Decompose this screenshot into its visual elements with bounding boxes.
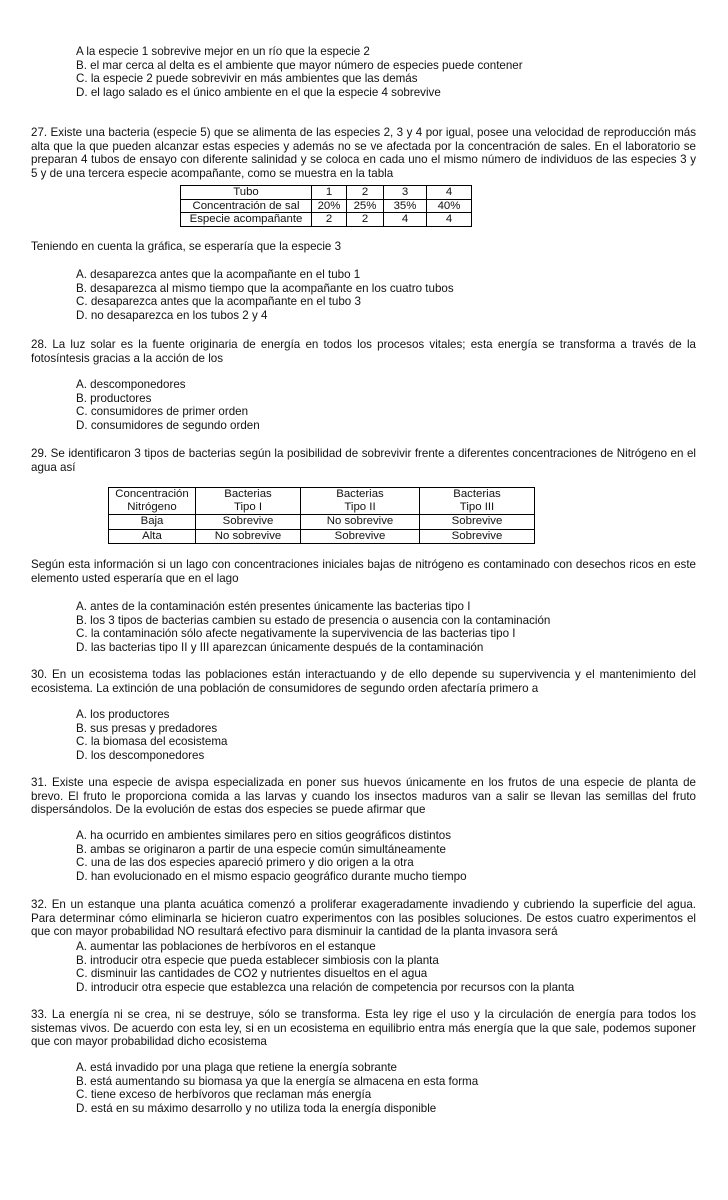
q27-table-row <box>181 186 472 200</box>
q27-cell: 35% <box>384 199 427 213</box>
q29-table-row <box>109 529 535 543</box>
q27-cell: 2 <box>347 186 384 200</box>
q29-table <box>108 487 535 544</box>
q27-text: 27. Existe una bacteria (especie 5) que se alimenta de las especies 2, 3 y 4 por igual, posee una velocidad de reproducción más alta que la que pueden alcanzar estas especies y además no se ve afectada por la concentración de sales. En el laboratorio se preparan 4 tubos de ensayo con diferente salinidad y se coloca en cada uno el mismo número de individuos de las especies 3 y 5 y de una tercera especie acompañante, como se muestra en la tabla <box>31 126 696 180</box>
q27-options <box>76 268 706 322</box>
q29-header-cell <box>196 488 301 515</box>
q27-option-c: C. desaparezca antes que la acompañante en el tubo 3 <box>76 295 361 309</box>
q29-question <box>31 447 696 474</box>
q32-question <box>31 898 696 939</box>
q29-cell: Sobrevive <box>420 529 535 543</box>
q31-option-b: B. ambas se originaron a partir de una especie común simultáneamente <box>76 842 446 856</box>
q29-header-cell <box>420 488 535 515</box>
q27-cell: 4 <box>427 213 472 227</box>
q27-stem: Teniendo en cuenta la gráfica, se esperaría que la especie 3 <box>31 240 342 253</box>
q27-option-d: D. no desaparezca en los tubos 2 y 4 <box>76 308 268 322</box>
q26-option-d: D. el lago salado es el único ambiente en el que la especie 4 sobrevive <box>76 85 441 99</box>
q27-cell: Tubo <box>181 186 312 200</box>
q28-text: 28. La luz solar es la fuente originaria de energía en todos los procesos vitales; esta energía se transforma a través de la fotosíntesis gracias a la acción de los <box>31 338 696 365</box>
q27-option-b: B. desaparezca al mismo tiempo que la acompañante en los cuatro tubos <box>76 281 454 295</box>
q31-question <box>31 776 696 817</box>
q31-options <box>76 829 706 883</box>
q30-option-d: D. los descomponedores <box>76 748 205 762</box>
q29-cell: Baja <box>109 515 196 529</box>
q27-cell: 25% <box>347 199 384 213</box>
q31-text: 31. Existe una especie de avispa especializada en poner sus huevos únicamente en los frutos de una especie de planta de brevo. El fruto le proporciona comida a las larvas y cuando los insectos maduros van a salir se llevan las semillas del fruto dispersándolos. De la evolución de estas dos especies se puede afirmar que <box>31 776 696 817</box>
q29-cell: Sobrevive <box>196 515 301 529</box>
q28-option-c: C. consumidores de primer orden <box>76 405 249 419</box>
q26-option-b: B. el mar cerca al delta es el ambiente que mayor número de especies puede contener <box>76 58 523 72</box>
q32-option-d: D. introducir otra especie que establezca una relación de competencia por recursos con la planta <box>76 980 575 994</box>
q29-header-line: Tipo II <box>344 501 376 514</box>
q30-text: 30. En un ecosistema todas las poblaciones están interactuando y de ello depende su supervivencia y el mantenimiento del ecosistema. La extinción de una población de consumidores de segundo orden afectaría primero a <box>31 668 696 695</box>
q29-cell: No sobrevive <box>196 529 301 543</box>
q27-cell: Especie acompañante <box>181 213 312 227</box>
q29-option-c: C. la contaminación sólo afecte negativamente la supervivencia de las bacterias tipo I <box>76 627 516 641</box>
q29-header-line: Tipo III <box>459 501 495 514</box>
q32-option-b: B. introducir otra especie que pueda establecer simbiosis con la planta <box>76 953 439 967</box>
q33-option-a: A. está invadido por una plaga que retiene la energía sobrante <box>76 1061 397 1074</box>
q30-option-c: C. la biomasa del ecosistema <box>76 735 228 749</box>
q27-cell: 1 <box>312 186 347 200</box>
q33-options <box>76 1061 706 1115</box>
q31-option-d: D. han evolucionado en el mismo espacio geográfico durante mucho tiempo <box>76 869 467 883</box>
q27-cell: 4 <box>427 186 472 200</box>
q29-text: 29. Se identificaron 3 tipos de bacterias según la posibilidad de sobrevivir frente a diferentes concentraciones de Nitrógeno en el agua así <box>31 447 696 474</box>
q26-options <box>76 45 706 99</box>
q31-option-a: A. ha ocurrido en ambientes similares pero en sitios geográficos distintos <box>76 829 452 842</box>
q33-text: 33. La energía ni se crea, ni se destruye, sólo se transforma. Esta ley rige el uso y la circulación de energía para todos los sistemas vivos. De acuerdo con esta ley, si en un ecosistema en equilibrio entra más energía que la que sale, podemos suponer que con mayor probabilidad dicho ecosistema <box>31 1008 696 1049</box>
q27-cell: 40% <box>427 199 472 213</box>
q29-header-line: Tipo I <box>233 501 263 514</box>
q29-header-cell <box>301 488 420 515</box>
q27-table-row <box>181 213 472 227</box>
q29-options <box>76 600 706 654</box>
q28-question <box>31 338 696 365</box>
q26-option-c: C. la especie 2 puede sobrevivir en más ambientes que las demás <box>76 72 418 86</box>
q29-cell: Sobrevive <box>420 515 535 529</box>
q29-table-header <box>109 488 535 515</box>
q28-option-b: B. productores <box>76 391 152 405</box>
q27-table <box>180 185 472 227</box>
q28-option-d: D. consumidores de segundo orden <box>76 418 260 432</box>
q29-stem-block <box>31 558 696 585</box>
q27-cell: 2 <box>347 213 384 227</box>
q29-header-line: Bacterias <box>453 488 501 500</box>
q30-question <box>31 668 696 695</box>
q27-table-row <box>181 199 472 213</box>
q33-option-b: B. está aumentando su biomasa ya que la energía se almacena en esta forma <box>76 1074 479 1088</box>
q29-cell: No sobrevive <box>301 515 420 529</box>
q27-cell: 4 <box>384 213 427 227</box>
q29-header-line: Nitrógeno <box>127 501 177 514</box>
q32-option-a: A. aumentar las poblaciones de herbívoros en el estanque <box>76 940 376 953</box>
q33-option-c: C. tiene exceso de herbívoros que reclaman más energía <box>76 1088 372 1102</box>
q27-option-a: A. desaparezca antes que la acompañante en el tubo 1 <box>76 268 361 281</box>
q27-cell: 3 <box>384 186 427 200</box>
q29-option-d: D. las bacterias tipo II y III aparezcan únicamente después de la contaminación <box>76 640 484 654</box>
q30-option-a: A. los productores <box>76 708 170 721</box>
q29-option-b: B. los 3 tipos de bacterias cambien su estado de presencia o ausencia con la contaminación <box>76 613 551 627</box>
q30-options <box>76 708 706 762</box>
q32-option-c: C. disminuir las cantidades de CO2 y nutrientes disueltos en el agua <box>76 967 428 981</box>
q27-cell: 20% <box>312 199 347 213</box>
q29-stem: Según esta información si un lago con concentraciones iniciales bajas de nitrógeno es contaminado con desechos ricos en este elemento usted esperaría que en el lago <box>31 558 696 585</box>
q27-stem-block <box>31 240 696 254</box>
q32-options <box>76 940 706 994</box>
q29-option-a: A. antes de la contaminación estén presentes únicamente las bacterias tipo I <box>76 600 471 613</box>
q30-option-b: B. sus presas y predadores <box>76 721 218 735</box>
q29-header-line: Concentración <box>115 488 189 500</box>
q28-options <box>76 378 706 432</box>
q32-text: 32. En un estanque una planta acuática comenzó a proliferar exageradamente invadiendo y cubriendo la superficie del agua. Para determinar cómo eliminarla se hicieron cuatro experimentos con las posibles soluciones. De estos cuatro experimentos el que con mayor probabilidad NO resultará efectivo para disminuir la cantidad de la planta invasora será <box>31 898 696 939</box>
q27-cell: 2 <box>312 213 347 227</box>
q29-header-line: Bacterias <box>224 488 272 500</box>
q29-table-row <box>109 515 535 529</box>
q31-option-c: C. una de las dos especies apareció primero y dio origen a la otra <box>76 856 414 870</box>
q29-header-cell <box>109 488 196 515</box>
q26-option-a: A la especie 1 sobrevive mejor en un río que la especie 2 <box>76 45 370 58</box>
q33-option-d: D. está en su máximo desarrollo y no utiliza toda la energía disponible <box>76 1101 437 1115</box>
q33-question <box>31 1008 696 1049</box>
q27-cell: Concentración de sal <box>181 199 312 213</box>
q29-cell: Alta <box>109 529 196 543</box>
q28-option-a: A. descomponedores <box>76 378 186 391</box>
q27-question <box>31 126 696 180</box>
q29-header-line: Bacterias <box>336 488 384 500</box>
q29-cell: Sobrevive <box>301 529 420 543</box>
